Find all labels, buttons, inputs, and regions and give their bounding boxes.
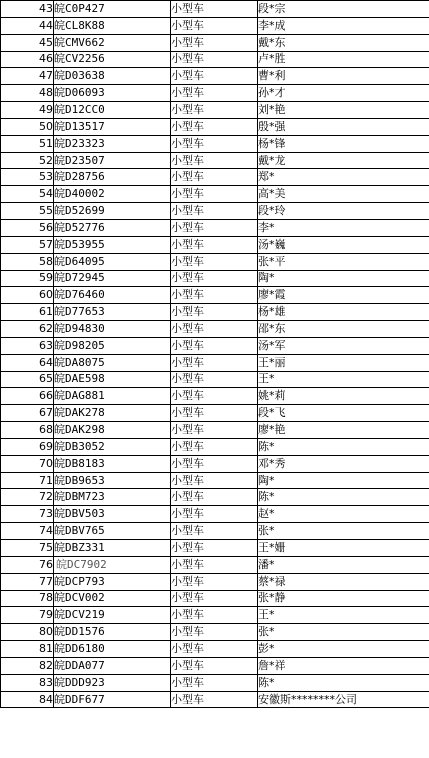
row-number-cell[interactable]: 70 [1,455,54,472]
table-row [1,203,429,220]
row-number-cell[interactable]: 67 [1,405,54,422]
owner-name-cell[interactable]: 王* [258,607,429,624]
plate-number-cell[interactable]: 皖DD1576 [54,624,171,641]
table-row [1,186,429,203]
vehicle-type-cell[interactable]: 小型车 [171,422,258,439]
owner-name-cell[interactable]: 詹*祥 [258,657,429,674]
table-row [1,51,429,68]
row-number-cell[interactable]: 69 [1,438,54,455]
row-number-cell[interactable]: 45 [1,34,54,51]
row-number-cell[interactable]: 68 [1,422,54,439]
table-row [1,371,429,388]
plate-number-cell[interactable]: 皖D28756 [54,169,171,186]
plate-number-cell[interactable]: 皖CL8K88 [54,17,171,34]
owner-name-cell[interactable]: 曹*利 [258,68,429,85]
row-number-cell[interactable]: 82 [1,657,54,674]
vehicle-type-cell[interactable]: 小型车 [171,203,258,220]
owner-name-cell[interactable]: 戴*东 [258,34,429,51]
plate-number-cell[interactable]: 皖C0P427 [54,1,171,18]
owner-name-cell[interactable]: 蔡*禄 [258,573,429,590]
plate-number-cell[interactable]: 皖D53955 [54,236,171,253]
vehicle-type-cell[interactable]: 小型车 [171,85,258,102]
owner-name-cell[interactable]: 潘* [258,556,429,573]
owner-name-cell[interactable]: 郑* [258,169,429,186]
plate-number-cell[interactable]: 皖D52776 [54,219,171,236]
table-row [1,169,429,186]
table-row [1,270,429,287]
owner-name-cell[interactable]: 汤*军 [258,337,429,354]
owner-name-cell[interactable]: 安徽斯********公司 [258,691,429,708]
owner-name-cell[interactable]: 陶* [258,472,429,489]
table-row [1,236,429,253]
row-number-cell[interactable]: 43 [1,1,54,18]
row-number-cell[interactable]: 57 [1,236,54,253]
table-row [1,17,429,34]
plate-number-cell[interactable]: 皖D64095 [54,253,171,270]
vehicle-type-cell[interactable]: 小型车 [171,506,258,523]
plate-number-cell[interactable]: 皖DCP793 [54,573,171,590]
plate-number-cell[interactable]: 皖DDD923 [54,674,171,691]
vehicle-type-cell[interactable]: 小型车 [171,472,258,489]
vehicle-type-cell[interactable]: 小型车 [171,489,258,506]
vehicle-type-cell[interactable]: 小型车 [171,354,258,371]
vehicle-type-cell[interactable]: 小型车 [171,1,258,18]
plate-number-cell[interactable]: 皖D23507 [54,152,171,169]
plate-number-cell[interactable]: 皖D40002 [54,186,171,203]
row-number-cell[interactable]: 63 [1,337,54,354]
row-number-cell[interactable]: 54 [1,186,54,203]
plate-number-cell[interactable]: 皖D06093 [54,85,171,102]
table-row [1,34,429,51]
owner-name-cell[interactable]: 彭* [258,641,429,658]
row-number-cell[interactable]: 72 [1,489,54,506]
table-body [1,1,429,708]
table-row [1,641,429,658]
plate-number-cell[interactable]: 皖D12CC0 [54,102,171,119]
vehicle-type-cell[interactable]: 小型车 [171,657,258,674]
table-row [1,607,429,624]
vehicle-type-cell[interactable]: 小型车 [171,556,258,573]
table-row [1,152,429,169]
owner-name-cell[interactable]: 段*玲 [258,203,429,220]
table-row [1,219,429,236]
plate-number-cell[interactable]: 皖DB9653 [54,472,171,489]
vehicle-type-cell[interactable]: 小型车 [171,253,258,270]
table-row [1,438,429,455]
plate-number-cell[interactable]: 皖DC7902 [54,556,171,573]
owner-name-cell[interactable]: 段*宗 [258,1,429,18]
plate-number-cell[interactable]: 皖D77653 [54,304,171,321]
row-number-cell[interactable]: 56 [1,219,54,236]
plate-number-cell[interactable]: 皖DAE598 [54,371,171,388]
row-number-cell[interactable]: 75 [1,540,54,557]
row-number-cell[interactable]: 52 [1,152,54,169]
vehicle-type-cell[interactable]: 小型车 [171,169,258,186]
row-number-cell[interactable]: 51 [1,135,54,152]
owner-name-cell[interactable]: 廖*霞 [258,287,429,304]
row-number-cell[interactable]: 84 [1,691,54,708]
owner-name-cell[interactable]: 廖*艳 [258,422,429,439]
plate-number-cell[interactable]: 皖DCV002 [54,590,171,607]
vehicle-type-cell[interactable]: 小型车 [171,624,258,641]
vehicle-type-cell[interactable]: 小型车 [171,641,258,658]
row-number-cell[interactable]: 64 [1,354,54,371]
row-number-cell[interactable]: 53 [1,169,54,186]
table-row [1,253,429,270]
plate-number-cell[interactable]: 皖D98205 [54,337,171,354]
row-number-cell[interactable]: 50 [1,118,54,135]
table-row [1,85,429,102]
vehicle-type-cell[interactable]: 小型车 [171,523,258,540]
vehicle-type-cell[interactable]: 小型车 [171,455,258,472]
owner-name-cell[interactable]: 杨*锋 [258,135,429,152]
row-number-cell[interactable]: 71 [1,472,54,489]
table-row [1,489,429,506]
owner-name-cell[interactable]: 殷*强 [258,118,429,135]
owner-name-cell[interactable]: 陈* [258,674,429,691]
row-number-cell[interactable]: 65 [1,371,54,388]
table-row [1,287,429,304]
table-row [1,102,429,119]
row-number-cell[interactable]: 77 [1,573,54,590]
row-number-cell[interactable]: 46 [1,51,54,68]
plate-number-cell[interactable]: 皖CV2256 [54,51,171,68]
vehicle-type-cell[interactable]: 小型车 [171,388,258,405]
owner-name-cell[interactable]: 王* [258,371,429,388]
table-row [1,691,429,708]
row-number-cell[interactable]: 80 [1,624,54,641]
plate-number-cell[interactable]: 皖D94830 [54,321,171,338]
plate-number-cell[interactable]: 皖CMV662 [54,34,171,51]
plate-number-cell[interactable]: 皖DAK278 [54,405,171,422]
vehicle-type-cell[interactable]: 小型车 [171,219,258,236]
plate-number-cell[interactable]: 皖D72945 [54,270,171,287]
vehicle-type-cell[interactable]: 小型车 [171,438,258,455]
table-row [1,354,429,371]
owner-name-cell[interactable]: 赵* [258,506,429,523]
plate-number-cell[interactable]: 皖DCV219 [54,607,171,624]
table-row [1,556,429,573]
vehicle-type-cell[interactable]: 小型车 [171,152,258,169]
owner-name-cell[interactable]: 汤*巍 [258,236,429,253]
table-row [1,135,429,152]
owner-name-cell[interactable]: 张* [258,624,429,641]
table-row [1,573,429,590]
row-number-cell[interactable]: 49 [1,102,54,119]
owner-name-cell[interactable]: 卢*胜 [258,51,429,68]
owner-name-cell[interactable]: 孙*才 [258,85,429,102]
owner-name-cell[interactable]: 张*静 [258,590,429,607]
plate-number-cell[interactable]: 皖D03638 [54,68,171,85]
plate-number-cell[interactable]: 皖DDF677 [54,691,171,708]
table-row [1,472,429,489]
row-number-cell[interactable]: 61 [1,304,54,321]
vehicle-type-cell[interactable]: 小型车 [171,270,258,287]
vehicle-type-cell[interactable]: 小型车 [171,607,258,624]
vehicle-type-cell[interactable]: 小型车 [171,573,258,590]
owner-name-cell[interactable]: 张*平 [258,253,429,270]
plate-number-cell[interactable]: 皖DB3052 [54,438,171,455]
plate-number-cell[interactable]: 皖DBM723 [54,489,171,506]
row-number-cell[interactable]: 78 [1,590,54,607]
owner-name-cell[interactable]: 邵*东 [258,321,429,338]
owner-name-cell[interactable]: 王*丽 [258,354,429,371]
row-number-cell[interactable]: 74 [1,523,54,540]
plate-number-cell[interactable]: 皖D23323 [54,135,171,152]
vehicle-type-cell[interactable]: 小型车 [171,590,258,607]
plate-number-cell[interactable]: 皖DBV765 [54,523,171,540]
row-number-cell[interactable]: 60 [1,287,54,304]
row-number-cell[interactable]: 81 [1,641,54,658]
row-number-cell[interactable]: 76 [1,556,54,573]
vehicle-type-cell[interactable]: 小型车 [171,102,258,119]
vehicle-type-cell[interactable]: 小型车 [171,540,258,557]
table-row [1,337,429,354]
vehicle-type-cell[interactable]: 小型车 [171,337,258,354]
owner-name-cell[interactable]: 姚*莉 [258,388,429,405]
row-number-cell[interactable]: 59 [1,270,54,287]
vehicle-type-cell[interactable]: 小型车 [171,51,258,68]
table-row [1,388,429,405]
row-number-cell[interactable]: 48 [1,85,54,102]
row-number-cell[interactable]: 79 [1,607,54,624]
plate-number-cell[interactable]: 皖DA8075 [54,354,171,371]
table-row [1,590,429,607]
table-row [1,657,429,674]
row-number-cell[interactable]: 55 [1,203,54,220]
plate-number-cell[interactable]: 皖DAK298 [54,422,171,439]
table-row [1,68,429,85]
owner-name-cell[interactable]: 高*美 [258,186,429,203]
owner-name-cell[interactable]: 邓*秀 [258,455,429,472]
vehicle-type-cell[interactable]: 小型车 [171,371,258,388]
owner-name-cell[interactable]: 陈* [258,438,429,455]
table-row [1,1,429,18]
owner-name-cell[interactable]: 李*成 [258,17,429,34]
table-row [1,118,429,135]
row-number-cell[interactable]: 66 [1,388,54,405]
table-row [1,523,429,540]
table-row [1,624,429,641]
row-number-cell[interactable]: 47 [1,68,54,85]
table-row [1,540,429,557]
plate-number-cell[interactable]: 皖D76460 [54,287,171,304]
table-row [1,422,429,439]
row-number-cell[interactable]: 83 [1,674,54,691]
owner-name-cell[interactable]: 刘*艳 [258,102,429,119]
plate-number-cell[interactable]: 皖DAG881 [54,388,171,405]
vehicle-type-cell[interactable]: 小型车 [171,321,258,338]
owner-name-cell[interactable]: 王*姗 [258,540,429,557]
table-row [1,506,429,523]
vehicle-type-cell[interactable]: 小型车 [171,186,258,203]
table-row [1,455,429,472]
owner-name-cell[interactable]: 陈* [258,489,429,506]
owner-name-cell[interactable]: 杨*雄 [258,304,429,321]
plate-number-cell[interactable]: 皖DBV503 [54,506,171,523]
vehicle-type-cell[interactable]: 小型车 [171,135,258,152]
vehicle-type-cell[interactable]: 小型车 [171,118,258,135]
plate-number-cell[interactable]: 皖DBZ331 [54,540,171,557]
plate-number-cell[interactable]: 皖DD6180 [54,641,171,658]
table-row [1,405,429,422]
owner-name-cell[interactable]: 李* [258,219,429,236]
vehicle-type-cell[interactable]: 小型车 [171,304,258,321]
owner-name-cell[interactable]: 张* [258,523,429,540]
row-number-cell[interactable]: 58 [1,253,54,270]
plate-number-cell[interactable]: 皖DDA077 [54,657,171,674]
table-row [1,304,429,321]
vehicle-type-cell[interactable]: 小型车 [171,405,258,422]
vehicle-type-cell[interactable]: 小型车 [171,674,258,691]
row-number-cell[interactable]: 62 [1,321,54,338]
plate-number-cell[interactable]: 皖D13517 [54,118,171,135]
row-number-cell[interactable]: 73 [1,506,54,523]
vehicle-type-cell[interactable]: 小型车 [171,691,258,708]
owner-name-cell[interactable]: 段*飞 [258,405,429,422]
vehicle-type-cell[interactable]: 小型车 [171,287,258,304]
table-row [1,674,429,691]
plate-number-cell[interactable]: 皖DB8183 [54,455,171,472]
row-number-cell[interactable]: 44 [1,17,54,34]
vehicle-type-cell[interactable]: 小型车 [171,34,258,51]
table-row [1,321,429,338]
owner-name-cell[interactable]: 戴*龙 [258,152,429,169]
vehicle-type-cell[interactable]: 小型车 [171,68,258,85]
vehicle-type-cell[interactable]: 小型车 [171,17,258,34]
owner-name-cell[interactable]: 陶* [258,270,429,287]
vehicle-type-cell[interactable]: 小型车 [171,236,258,253]
plate-number-cell[interactable]: 皖D52699 [54,203,171,220]
